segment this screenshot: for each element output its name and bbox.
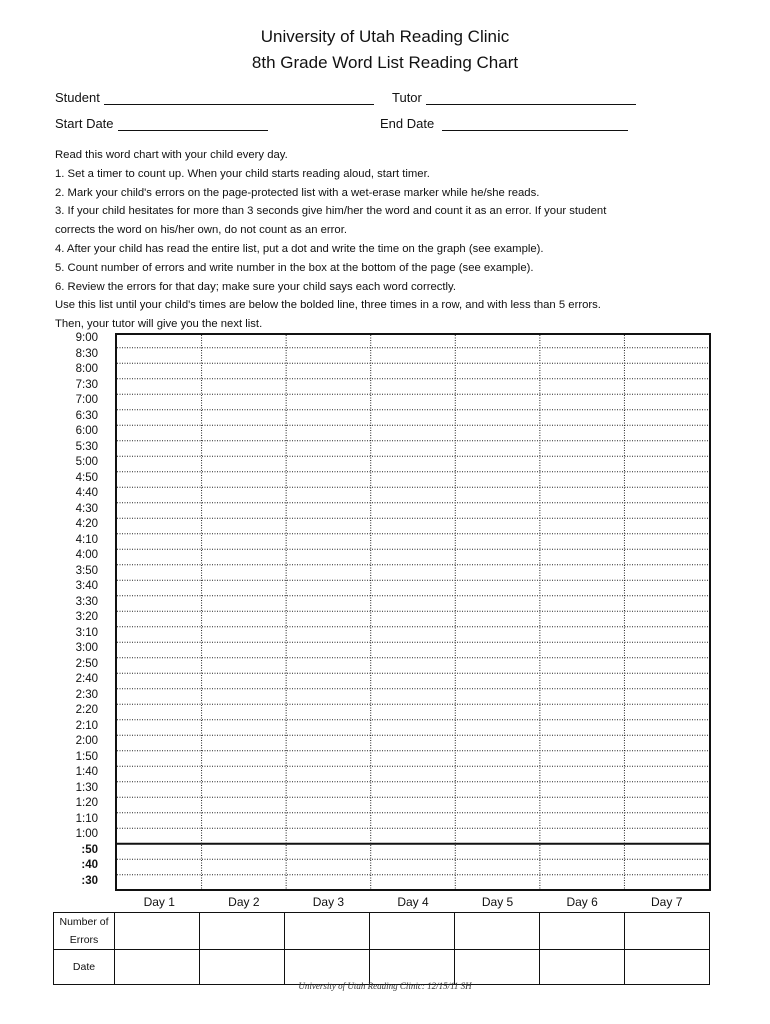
errors-date-table	[53, 912, 710, 985]
time-label: 4:20	[75, 518, 98, 530]
end-date-field[interactable]	[380, 116, 628, 131]
time-label: :40	[81, 859, 98, 871]
time-label: 1:20	[75, 797, 98, 809]
time-label: 7:00	[75, 394, 98, 406]
time-label: 1:00	[75, 828, 98, 840]
instructions	[55, 146, 735, 334]
instruction-line: 3. If your child hesitates for more than 3 seconds give him/her the word and count it as an error. If your student	[55, 205, 607, 218]
time-label: 3:30	[75, 595, 98, 608]
table-row	[54, 950, 710, 985]
time-label: 2:10	[75, 719, 98, 732]
day-label: Day 4	[397, 895, 429, 909]
date-cell-day-3[interactable]	[285, 950, 370, 985]
table-row	[54, 913, 710, 950]
start-date-label: Start Date	[55, 116, 114, 131]
time-label: 2:30	[75, 688, 98, 701]
reading-time-chart[interactable]	[115, 333, 711, 891]
date-label: Date	[54, 950, 115, 985]
day-label: Day 1	[143, 895, 175, 909]
errors-cell-day-5[interactable]	[455, 913, 540, 950]
instruction-line: corrects the word on his/her own, do not count as an error.	[55, 224, 347, 237]
instruction-line: 6. Review the errors for that day; make sure your child says each word correctly.	[55, 280, 456, 293]
errors-cell-day-7[interactable]	[625, 913, 710, 950]
time-label: 2:20	[75, 704, 98, 716]
page-title: University of Utah Reading Clinic	[260, 27, 510, 46]
time-label: 8:30	[75, 347, 98, 360]
day-label: Day 2	[228, 895, 260, 909]
time-label: 3:10	[75, 626, 98, 639]
instruction-line: Use this list until your child's times are below the bolded line, three times in a row, and with less than 5 errors.	[55, 299, 601, 312]
chart-grid	[117, 335, 709, 889]
time-label: 1:10	[75, 812, 98, 825]
time-label: 3:20	[75, 611, 98, 623]
start-date-field[interactable]	[55, 116, 268, 131]
start-date-input-line[interactable]	[118, 118, 268, 131]
instruction-line: 4. After your child has read the entire list, put a dot and write the time on the graph (see example).	[55, 242, 544, 255]
tutor-field[interactable]	[392, 90, 636, 105]
time-label: 3:50	[75, 564, 98, 577]
date-cell-day-1[interactable]	[115, 950, 200, 985]
time-label: 5:00	[75, 456, 98, 468]
time-label: 3:40	[75, 580, 98, 592]
student-label: Student	[55, 90, 100, 105]
errors-cell-day-6[interactable]	[540, 913, 625, 950]
student-field[interactable]	[55, 90, 374, 105]
footer-credit: University of Utah Reading Clinic: 12/15/11 SH	[298, 981, 472, 991]
time-label: 4:30	[75, 502, 98, 515]
time-label: 5:30	[75, 440, 98, 453]
instruction-line: 1. Set a timer to count up. When your child starts reading aloud, start timer.	[55, 167, 430, 180]
time-label: 1:40	[75, 766, 98, 778]
instruction-line: Read this word chart with your child every day.	[55, 149, 288, 161]
time-label: 8:00	[75, 363, 98, 375]
time-label: 7:30	[75, 378, 98, 391]
date-cell-day-2[interactable]	[200, 950, 285, 985]
instruction-line: 5. Count number of errors and write number in the box at the bottom of the page (see example).	[55, 261, 534, 274]
errors-cell-day-3[interactable]	[285, 913, 370, 950]
student-input-line[interactable]	[104, 92, 374, 105]
time-label: 9:00	[75, 332, 98, 344]
time-label: 1:50	[75, 750, 98, 763]
time-label: 6:30	[75, 409, 98, 422]
end-date-label: End Date	[380, 116, 435, 131]
time-label: 2:00	[75, 735, 98, 747]
time-label: 2:50	[75, 657, 98, 670]
day-label: Day 3	[312, 895, 345, 909]
instruction-line: Then, your tutor will give you the next list.	[55, 318, 263, 331]
day-label: Day 5	[481, 895, 514, 909]
time-label: 1:30	[75, 781, 98, 794]
end-date-input-line[interactable]	[442, 118, 628, 131]
time-label: 2:40	[75, 673, 98, 685]
page-subtitle: 8th Grade Word List Reading Chart	[251, 53, 519, 72]
date-cell-day-4[interactable]	[370, 950, 455, 985]
time-label: 4:40	[75, 487, 98, 499]
time-label: 3:00	[75, 642, 98, 654]
time-label: 4:00	[75, 549, 98, 561]
errors-cell-day-2[interactable]	[200, 913, 285, 950]
time-label: :30	[81, 874, 98, 887]
time-label: :50	[81, 843, 98, 856]
time-label: 4:10	[75, 533, 98, 546]
date-cell-day-5[interactable]	[455, 950, 540, 985]
date-cell-day-6[interactable]	[540, 950, 625, 985]
errors-cell-day-4[interactable]	[370, 913, 455, 950]
day-label: Day 7	[651, 895, 683, 909]
day-label: Day 6	[566, 895, 598, 909]
time-label: 4:50	[75, 471, 98, 484]
errors-cell-day-1[interactable]	[115, 913, 200, 950]
tutor-input-line[interactable]	[426, 92, 636, 105]
instruction-line: 2. Mark your child's errors on the page-protected list with a wet-erase marker while he/she reads.	[55, 186, 540, 199]
number-of-errors-label: Number of Errors	[54, 913, 115, 950]
date-cell-day-7[interactable]	[625, 950, 710, 985]
time-label: 6:00	[75, 425, 98, 437]
tutor-label: Tutor	[392, 90, 422, 105]
